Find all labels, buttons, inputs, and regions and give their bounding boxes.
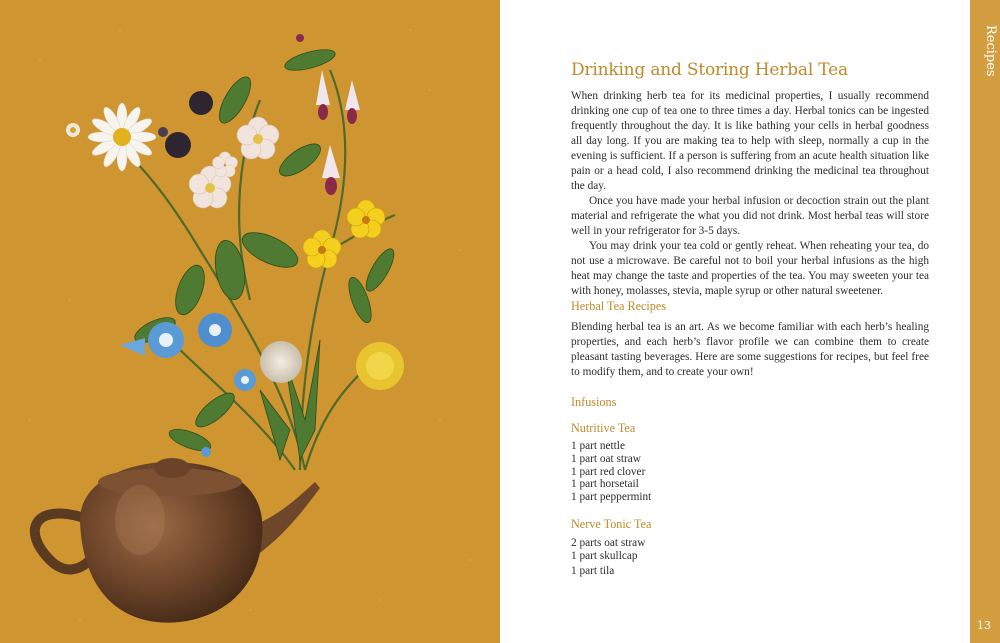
chapter-tab-label: Recipes	[983, 25, 998, 77]
yellow-flower-icon	[303, 200, 385, 268]
intro-text	[571, 89, 929, 299]
paragraph: You may drink your tea cold or gently reheat. When reheating your tea, do not use a microwave. Be careful not to boil your herbal infusions as the high heat may change the taste and properties of the tea. You may sweeten your tea with honey, molasses, stevia, maple syrup or other natural sweetener.	[571, 240, 929, 297]
dandelion-flower-icon	[356, 342, 404, 390]
ingredient-item: 2 parts oat straw	[571, 537, 646, 549]
section-heading: Herbal Tea Recipes	[571, 299, 667, 313]
ingredient-item: 1 part nettle	[571, 440, 625, 452]
ingredient-item: 1 part oat straw	[571, 452, 641, 465]
section-text	[571, 320, 929, 380]
dandelion-clock-icon	[260, 341, 302, 383]
recipe-title: Nutritive Tea	[571, 421, 636, 435]
ingredient-item: 1 part peppermint	[571, 491, 652, 504]
blackberry-icon	[158, 91, 213, 158]
daisy-bud-icon	[66, 123, 80, 137]
rose-blossom-icon	[189, 117, 279, 208]
recipe-title: Nerve Tonic Tea	[571, 517, 652, 531]
teapot-icon	[35, 458, 320, 623]
ingredient-list	[571, 537, 645, 577]
paragraph: Blending herbal tea is an art. As we become familiar with each herb’s healing properties, and each herb’s flavor profile we can combine them to create pleasant tasting beverages. Here are some suggestions for recipes, but feel free to modify them, and to create your own!	[571, 321, 929, 378]
page-number: 13	[977, 619, 991, 632]
ingredient-list	[571, 440, 651, 504]
paragraph: Once you have made your herbal infusion or decoction strain out the plant material and refrigerate the what you did not drink. Most herbal teas will store well in your refrigerator for 3-5 days.	[571, 195, 929, 237]
ingredient-item: 1 part skullcap	[571, 549, 638, 562]
paragraph: When drinking herb tea for its medicinal properties, I usually recommend drinking one cup of tea one to three times a day. Herbal tonics can be ingested frequently throughout the day. It is like bathing your cells in herbal goodness all day long. If you are making tea to help with sleep, normally a cup in the evening is sufficient. If a person is suffering from an acute health situation like pain or a head cold, I also recommend drinking the medicinal tea throughout the day.	[571, 90, 929, 192]
subsection-heading: Infusions	[571, 395, 617, 409]
ingredient-item: 1 part tila	[571, 564, 615, 577]
daisy-icon	[88, 103, 156, 171]
chapter-tab-strip	[970, 0, 1000, 643]
page-title: Drinking and Storing Herbal Tea	[571, 60, 848, 80]
ingredient-item: 1 part horsetail	[571, 478, 639, 491]
ingredient-item: 1 part red clover	[571, 465, 646, 478]
